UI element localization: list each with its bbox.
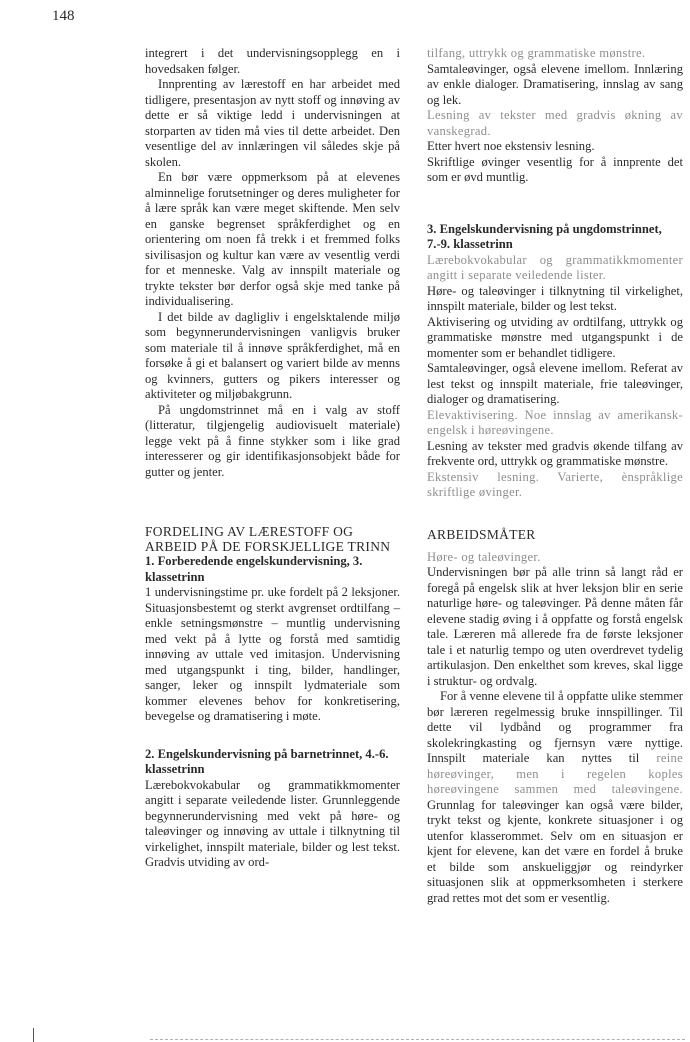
paragraph-part-faint: reine høreøvinger, men i regelen koples høreøvingene sammen med taleøvingene. xyxy=(427,751,683,796)
list-item: Lesning av tekster med gradvis økning av vanskegrad. xyxy=(427,108,683,138)
list-item: Lesning av tekster med gradvis økende tilfang av frekvente ord, uttrykk og grammatiske mønstre. xyxy=(427,438,683,468)
paragraph: I det bilde av dagligliv i engelsktalende miljø som begynnerundervisningen vanligvis bruker som materiale til å innøve språkferdighet, må en forsøke å gi et balansert og variert bilde av menns og kvinners, gutters og pikers interesser og aktiviteter og miljøbakgrunn. xyxy=(145,309,400,401)
subsection-heading: 1. Forberedende engelskundervisning, 3. klassetrinn xyxy=(145,554,363,584)
list-item: Høre- og taleøvinger i tilknytning til virkelighet, innspilt materiale, bilder og lest tekst. xyxy=(427,283,683,313)
paragraph: En bør være oppmerksom på at elevenes alminnelige forutsetninger og deres muligheter for å lære språk kan være meget skiftende. Men selv en ganske begrenset språkferdighet og en orientering om noen få trekk i et fremmed folks sivilisasjon og kultur kan være av vesentlig verdi for et menneske. Valg av innspilt materiale og trykte tekster bør derfor også skje med tanke på individualisering. xyxy=(145,170,400,308)
bottom-rule xyxy=(150,1039,685,1040)
section-heading: ARBEIDSMÅTER xyxy=(427,526,536,542)
margin-tick xyxy=(33,1028,34,1042)
left-column xyxy=(145,46,400,871)
section-heading: FORDELING AV LÆRESTOFF OG ARBEID PÅ DE FORSKJELLIGE TRINN xyxy=(145,524,391,554)
right-column xyxy=(427,46,683,906)
paragraph-part: For å venne elevene til å oppfatte ulike stemmer bør læreren regelmessig bruke innspillinger. Til dette vil lydbånd og programmer fra skolekringkasting og fjernsyn være nyttige. Innspilt materiale kan nyttes til xyxy=(427,689,683,765)
list-item: Samtaleøvinger, også elevene imellom. Referat av lest tekst og innspilt materiale, frie taleøvinger, dialoger og dramatisering. xyxy=(427,361,683,406)
paragraph-part: Grunnlag for taleøvinger kan også være bilder, trykt tekst og kjente, konkrete situasjoner i og utenfor klasserommet. Selv om en situasjon er kjent for elevene, kan det være en fordel å bruke et bilde som anskueliggjør og reindyrker situasjonen slik at oppmerksomheten i sterkere grad rettes mot det som er vesentlig. xyxy=(427,797,683,905)
page-number: 148 xyxy=(52,8,75,24)
paragraph: integrert i det undervisningsopplegg en i hovedsaken følger. xyxy=(145,46,400,76)
paragraph: Lærebokvokabular og grammatikkmomenter angitt i separate veiledende lister. Grunnleggende begynnerundervisning med vekt på høre- og taleøvinger og innøving av uttale i tilknytning til virkelighet, innspilt materiale, bilder og lest tekst. Gradvis utviding av ord- xyxy=(145,777,400,869)
paragraph: Innprenting av lærestoff en har arbeidet med tidligere, presentasjon av nytt stoff og innøving av dette er så viktige ledd i undervisningen at storparten av tiden må vies til dette arbeidet. Den vesentlige del av innlæringen vil således skje på skolen. xyxy=(145,77,400,169)
list-item: Aktivisering og utviding av ordtilfang, uttrykk og grammatiske mønstre med utgangspunkt i de momenter som er behandlet tidligere. xyxy=(427,314,683,360)
paragraph: På ungdomstrinnet må en i valg av stoff (litteratur, tilgjengelig audiovisuelt materiale) legge vekt på å finne stykker som i like grad interesserer og gir identifikasjonsobjekt både for gutter og jenter. xyxy=(145,402,400,479)
subsection-heading: 2. Engelskundervisning på barnetrinnet, 4.-6. klassetrinn xyxy=(145,746,389,776)
list-item: tilfang, uttrykk og grammatiske mønstre. xyxy=(427,46,646,60)
list-item: Lærebokvokabular og grammatikkmomenter angitt i separate veiledende lister. xyxy=(427,252,683,282)
paragraph: Undervisningen bør på alle trinn så langt råd er foregå på engelsk slik at hver leksjon blir en serie naturlige høre- og taleøvinger. På denne måten får elevene stadig øving i å oppfatte og forstå engelsk tale. Læreren må allerede fra de første leksjoner tale i et naturlig tempo og uten overdrevet tydelig artikulasjon. Den enkelthet som kreves, skal ligge i struktur- og ordvalg. xyxy=(427,565,683,688)
paragraph xyxy=(427,689,683,906)
subheading: Høre- og taleøvinger. xyxy=(427,549,541,564)
list-item: Skriftlige øvinger vesentlig for å innprente det som er øvd muntlig. xyxy=(427,154,683,184)
subsection-heading: 3. Engelskundervisning på ungdomstrinnet, 7.-9. klassetrinn xyxy=(427,221,662,251)
list-item: Etter hvert noe ekstensiv lesning. xyxy=(427,139,595,153)
list-item: Elevaktivisering. Noe innslag av amerikansk-engelsk i høreøvingene. xyxy=(427,407,683,437)
list-item: Samtaleøvinger, også elevene imellom. Innlæring av enkle dialoger. Dramatisering, innslag av sang og lek. xyxy=(427,61,683,107)
paragraph: 1 undervisningstime pr. uke fordelt på 2 leksjoner. Situasjonsbestemt og sterkt avgrenset ordtilfang – enkle setningsmønstre – muntlig undervisning med vekt på å lytte og forstå med samtidig innøving av uttale ved imitasjon. Undervisning med utgangspunkt i ting, bilder, handlinger, sanger, leker og innspilt lydmateriale som kommer elevenes behov for konkretisering, bevegelse og dramatisering i møte. xyxy=(145,585,400,723)
list-item: Ekstensiv lesning. Varierte, ènspråklige skriftlige øvinger. xyxy=(427,469,683,499)
